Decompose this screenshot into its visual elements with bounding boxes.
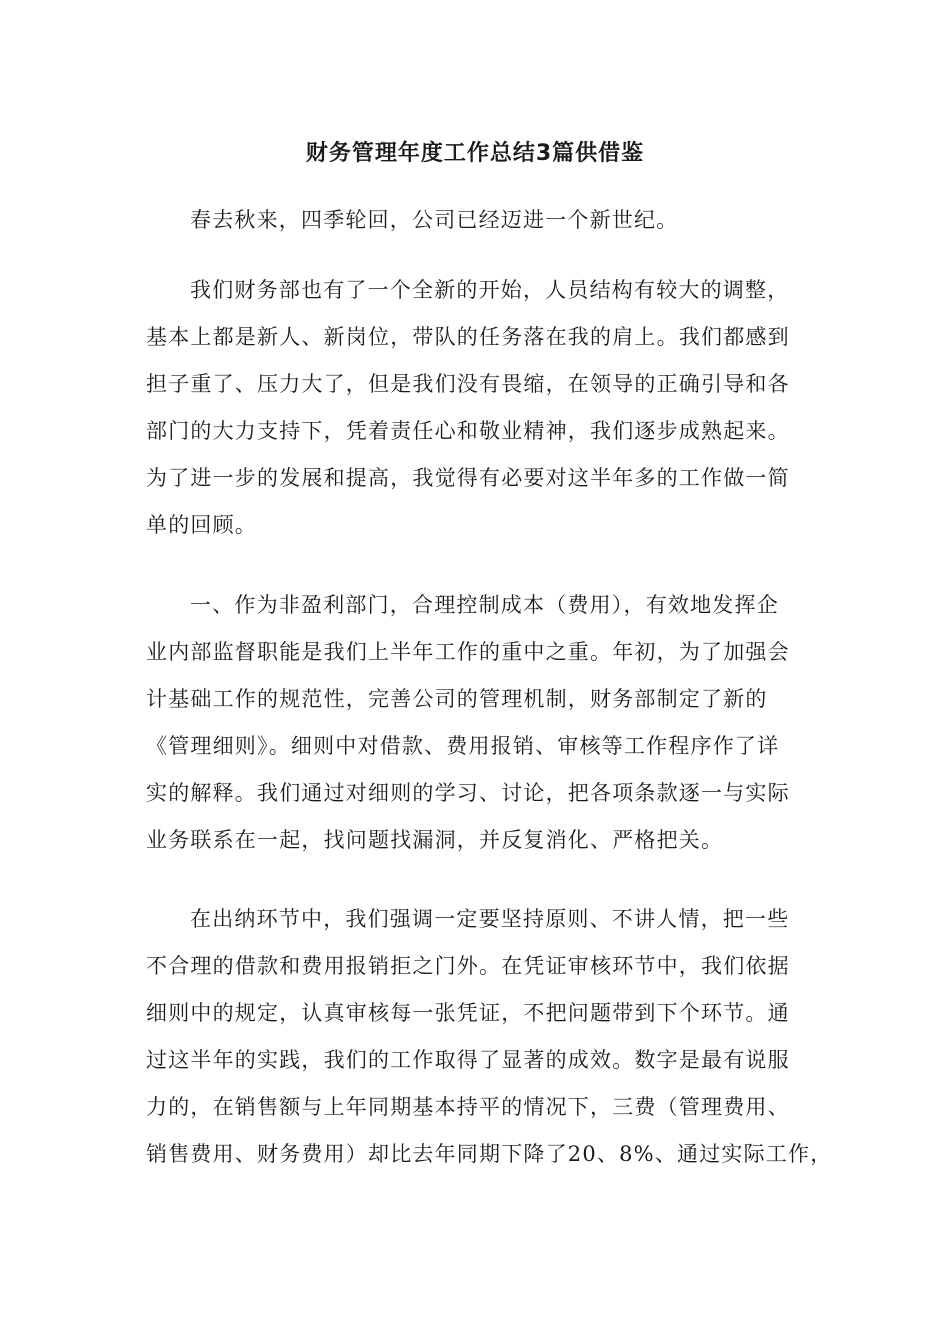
text-line: 《管理细则》。细则中对借款、费用报销、审核等工作程序作了详 [146, 734, 780, 758]
text-line: 计基础工作的规范性，完善公司的管理机制，财务部制定了新的 [146, 687, 768, 711]
text-line: 为了进一步的发展和提高，我觉得有必要对这半年多的工作做一简 [146, 466, 790, 490]
text-line: 业务联系在一起，找问题找漏洞，并反复消化、严格把关。 [146, 828, 724, 852]
text-line: 销售费用、财务费用）却比去年同期下降了20、8%、通过实际工作， [146, 1142, 833, 1166]
text-line: 担子重了、压力大了，但是我们没有畏缩，在领导的正确引导和各 [146, 372, 790, 396]
text-line: 春去秋来，四季轮回，公司已经迈进一个新世纪。 [190, 208, 679, 232]
document-title: 财务管理年度工作总结3篇供借鉴 [305, 141, 645, 166]
text-line: 力的，在销售额与上年同期基本持平的情况下，三费（管理费用、 [146, 1095, 790, 1119]
text-line: 单的回顾。 [146, 513, 257, 537]
text-line: 细则中的规定，认真审核每一张凭证，不把问题带到下个环节。通 [146, 1001, 790, 1025]
text-line: 业内部监督职能是我们上半年工作的重中之重。年初，为了加强会 [146, 640, 790, 664]
text-line: 在出纳环节中，我们强调一定要坚持原则、不讲人情，把一些 [190, 907, 790, 931]
text-line: 我们财务部也有了一个全新的开始，人员结构有较大的调整， [190, 278, 790, 302]
text-line: 不合理的借款和费用报销拒之门外。在凭证审核环节中，我们依据 [146, 954, 790, 978]
text-line: 部门的大力支持下，凭着责任心和敬业精神，我们逐步成熟起来。 [146, 419, 790, 443]
text-line: 实的解释。我们通过对细则的学习、讨论，把各项条款逐一与实际 [146, 781, 790, 805]
text-line: 基本上都是新人、新岗位，带队的任务落在我的肩上。我们都感到 [146, 325, 790, 349]
text-line: 一、作为非盈利部门，合理控制成本（费用），有效地发挥企 [190, 593, 779, 617]
text-line: 过这半年的实践，我们的工作取得了显著的成效。数字是最有说服 [146, 1048, 790, 1072]
